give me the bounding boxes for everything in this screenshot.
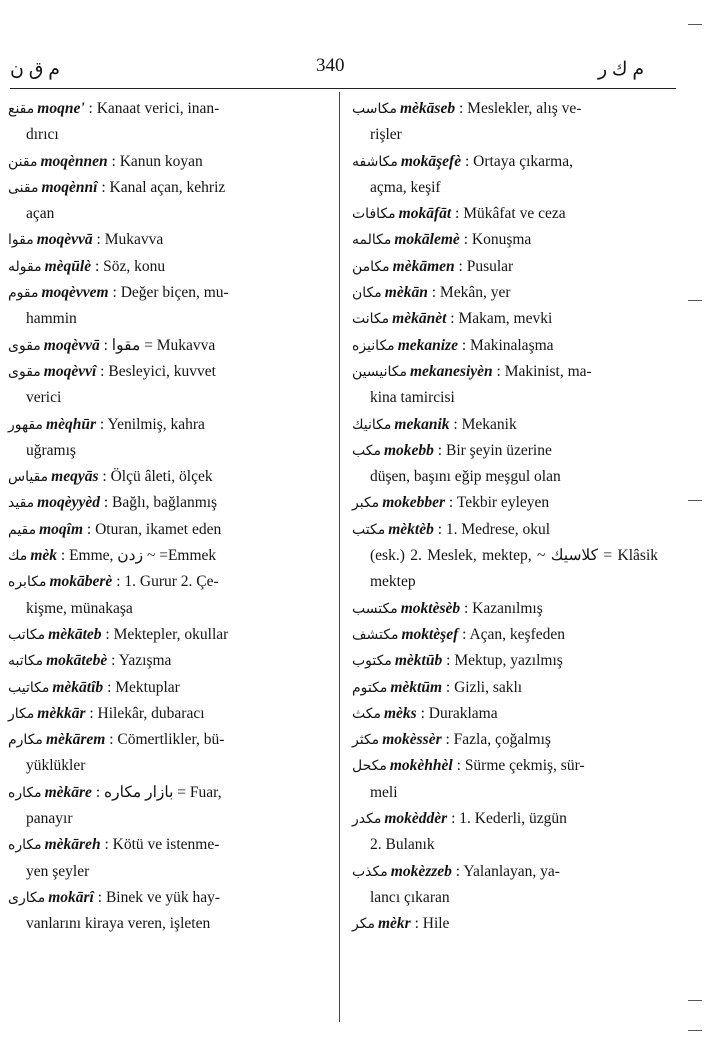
- dictionary-entry: مكثر mokèssèr : Fazla, çoğalmış: [352, 731, 551, 749]
- entry-definition: Meslekler, alış ve-: [467, 100, 582, 117]
- entry-headword: mèkān: [384, 284, 428, 302]
- entry-arabic: مكانیك: [352, 416, 392, 433]
- entry-definition: Mukavva: [104, 231, 164, 249]
- entry-headword: mèktūb: [394, 652, 443, 670]
- entry-arabic: مك: [8, 548, 28, 565]
- header-rule: [10, 88, 676, 89]
- dictionary-entry: مكتوب mèktūb : Mektup, yazılmış: [352, 652, 563, 670]
- entry-arabic: مقوم: [8, 285, 39, 302]
- entry-arabic: مكانت: [352, 311, 390, 328]
- entry-arabic: مكحل: [352, 758, 387, 775]
- entry-continuation: yen şeyler: [26, 862, 90, 880]
- entry-definition: Bağlı, bağlanmış: [112, 494, 218, 512]
- entry-arabic: مكتسب: [352, 600, 398, 617]
- entry-headword: mèkāre: [44, 783, 92, 801]
- dictionary-entry: مكالمه mokālemè : Konuşma: [352, 231, 532, 249]
- dictionary-entry: مكار mèkkār : Hilekâr, dubaracı: [8, 704, 205, 722]
- dictionary-entry: مكابره mokāberè : 1. Gurur 2. Çe- kişme, münakaşa: [8, 569, 330, 622]
- entry-arabic: مكاتبه: [8, 653, 44, 670]
- entry-arabic: مكاشفه: [352, 153, 398, 170]
- entry-continuation: kina tamircisi: [370, 389, 455, 407]
- entry-definition: بازار مكاره = Fuar,: [104, 783, 222, 801]
- entry-definition: Makinist, ma-: [504, 362, 592, 380]
- entry-headword: mekanik: [394, 415, 450, 433]
- entry-definition: مقوا = Mukavva: [111, 336, 216, 354]
- entry-headword: moqèvvem: [41, 284, 109, 302]
- dictionary-entry: مكر mèkr : Hile: [352, 915, 450, 933]
- entry-definition: Kötü ve istenme-: [112, 836, 220, 854]
- entry-definition: Tekbir eyleyen: [456, 494, 550, 512]
- entry-continuation: (esk.) 2. Meslek, mektep, ~ كلاسیك = Klâsik mektep: [370, 547, 658, 591]
- dictionary-entry: مقیاس meqyās : Ölçü âleti, ölçek: [8, 468, 213, 486]
- entry-continuation: verici: [26, 389, 62, 407]
- dictionary-entry: مقوا moqèvvā : Mukavva: [8, 231, 164, 249]
- entry-arabic: مكار: [8, 705, 35, 722]
- entry-headword: moqèvvî: [43, 362, 97, 380]
- entry-headword: mèktèb: [388, 520, 434, 538]
- entry-arabic: مكاری: [8, 889, 46, 906]
- entry-continuation: 2. Bulanık: [370, 836, 435, 854]
- entry-definition: Mükâfat ve ceza: [463, 205, 566, 223]
- column-divider: [339, 92, 340, 1022]
- entry-arabic: مكالمه: [352, 232, 392, 249]
- left-column: [8, 96, 330, 938]
- dictionary-entry: مكارم mèkārem : Cömertlikler, bü- yüklükler: [8, 727, 330, 780]
- dictionary-entry: مكاتیب mèkātîb : Mektuplar: [8, 678, 180, 696]
- entry-headword: mokèssèr: [382, 731, 442, 749]
- entry-arabic: مكانیسین: [352, 363, 407, 380]
- entry-headword: mokebber: [382, 494, 446, 512]
- entry-headword: mèk: [30, 547, 57, 565]
- entry-arabic: مقوی: [8, 337, 41, 354]
- entry-headword: moqèyyèd: [37, 494, 100, 512]
- entry-arabic: مقنع: [8, 101, 35, 117]
- entry-definition: Binek ve yük hay-: [105, 888, 221, 906]
- entry-headword: mokātebè: [46, 652, 108, 670]
- entry-definition: Emme, زدن ~ =Emmek: [69, 547, 217, 565]
- header-left-letters: م ق ن: [10, 59, 60, 80]
- entry-headword: mèkkār: [37, 704, 86, 722]
- entry-continuation: uğramış: [26, 441, 76, 459]
- entry-definition: Cömertlikler, bü-: [117, 731, 225, 749]
- dictionary-entry: مكتب mèktèb : 1. Medrese, okul (esk.) 2. Meslek, mektep, ~ كلاسیك = Klâsik mektep: [352, 517, 658, 596]
- entry-headword: mèkāreh: [44, 836, 101, 854]
- entry-arabic: مكانیزه: [352, 337, 395, 354]
- entry-arabic: مكر: [352, 916, 375, 933]
- dictionary-entry: مقیم moqîm : Oturan, ikamet eden: [8, 520, 222, 538]
- dictionary-entry: مكاره mèkāre : بازار مكاره = Fuar, panayır: [8, 780, 330, 833]
- dictionary-entry: مكانت mèkānèt : Makam, mevki: [352, 310, 553, 328]
- dictionary-entry: مكذب mokèzzeb : Yalanlayan, ya- lancı çıkaran: [352, 859, 658, 912]
- dictionary-entry: مكاسب mèkāseb : Meslekler, alış ve- rişler: [352, 96, 658, 149]
- entry-definition: Oturan, ikamet eden: [95, 520, 222, 538]
- entry-headword: moktèsèb: [400, 599, 461, 617]
- entry-headword: mèqūlè: [44, 257, 92, 275]
- entry-arabic: مكتشف: [352, 626, 399, 643]
- dictionary-entry: مقید moqèyyèd : Bağlı, bağlanmış: [8, 494, 218, 512]
- entry-definition: Fazla, çoğalmış: [453, 731, 551, 749]
- entry-headword: mèkārem: [45, 731, 106, 749]
- entry-arabic: مكبر: [352, 495, 380, 512]
- dictionary-entry: مك mèk : Emme, زدن ~ =Emmek: [8, 547, 217, 565]
- entry-definition: Hilekâr, dubaracı: [97, 704, 205, 722]
- entry-definition: Hile: [422, 915, 450, 933]
- entry-arabic: مكدر: [352, 811, 382, 828]
- entry-headword: mokārî: [48, 888, 94, 906]
- entry-definition: Kanun koyan: [119, 152, 203, 170]
- entry-continuation: vanlarını kiraya veren, işleten: [26, 915, 211, 933]
- entry-definition: 1. Medrese, okul: [445, 520, 551, 538]
- entry-definition: Gizli, saklı: [454, 678, 523, 696]
- header-right-letters: م ك ر: [598, 59, 645, 80]
- entry-definition: Sürme çekmiş, sür-: [464, 757, 585, 775]
- entry-continuation: rişler: [370, 126, 402, 144]
- entry-definition: Yenilmiş, kahra: [107, 415, 205, 433]
- entry-definition: Duraklama: [428, 704, 498, 722]
- entry-headword: mèkr: [377, 915, 411, 933]
- entry-definition: Makinalaşma: [470, 336, 554, 354]
- entry-arabic: مقیاس: [8, 469, 49, 486]
- entry-headword: mèkānèt: [392, 310, 447, 328]
- entry-definition: Mekanik: [461, 415, 517, 433]
- entry-continuation: açan: [26, 205, 55, 223]
- dictionary-entry: مكاری mokārî : Binek ve yük hay- vanlarını kiraya veren, işleten: [8, 885, 330, 938]
- entry-definition: Bir şeyin üzerine: [445, 441, 552, 459]
- entry-headword: mokèddèr: [384, 810, 448, 828]
- dictionary-entry: مكاره mèkāreh : Kötü ve istenme- yen şeyler: [8, 832, 330, 885]
- dictionary-entry: مكانیزه mekanize : Makinalaşma: [352, 336, 554, 354]
- entry-arabic: مقوله: [8, 258, 42, 275]
- entry-headword: mèkāteb: [48, 625, 102, 643]
- entry-arabic: مقهور: [8, 416, 44, 433]
- entry-definition: Ortaya çıkarma,: [473, 152, 573, 170]
- entry-headword: moqèvvā: [36, 231, 93, 249]
- entry-definition: Kanaat verici, inan-: [96, 100, 220, 117]
- entry-headword: mèkāseb: [399, 100, 456, 117]
- entry-definition: Mektuplar: [115, 678, 180, 696]
- dictionary-entry: مقوم moqèvvem : Değer biçen, mu- hammin: [8, 280, 330, 333]
- entry-definition: Yazışma: [118, 652, 172, 670]
- dictionary-entry: مقنع moqne' : Kanaat verici, inan- dırıcı: [8, 96, 330, 149]
- dictionary-entry: مقنی moqènnî : Kanal açan, kehriz açan: [8, 175, 330, 228]
- entry-headword: mèks: [383, 704, 417, 722]
- entry-arabic: مقوی: [8, 363, 41, 380]
- dictionary-entry: مكبر mokebber : Tekbir eyleyen: [352, 494, 550, 512]
- entry-definition: Yalanlayan, ya-: [463, 862, 560, 880]
- entry-headword: moqne': [37, 100, 85, 117]
- entry-arabic: مكث: [352, 705, 381, 722]
- entry-arabic: مقنی: [8, 179, 39, 196]
- entry-arabic: مقوا: [8, 232, 34, 249]
- entry-definition: Ölçü âleti, ölçek: [110, 468, 213, 486]
- dictionary-entry: مقوی moqèvvî : Besleyici, kuvvet verici: [8, 359, 330, 412]
- entry-arabic: مكافات: [352, 206, 396, 223]
- entry-definition: Değer biçen, mu-: [120, 284, 229, 302]
- entry-arabic: مقیم: [8, 521, 37, 538]
- dictionary-entry: مقوی moqèvvā : مقوا = Mukavva: [8, 336, 216, 354]
- entry-arabic: مكاتیب: [8, 679, 50, 696]
- entry-headword: moktèşef: [401, 625, 459, 643]
- dictionary-entry: مكاتب mèkāteb : Mektepler, okullar: [8, 625, 229, 643]
- entry-arabic: مكابره: [8, 574, 47, 591]
- entry-arabic: مكاتب: [8, 626, 46, 643]
- entry-continuation: yüklükler: [26, 757, 86, 775]
- dictionary-entry: مكتسب moktèsèb : Kazanılmış: [352, 599, 543, 617]
- dictionary-entry: مكانیسین mekanesiyèn : Makinist, ma- kina tamircisi: [352, 359, 658, 412]
- entry-definition: Makam, mevki: [458, 310, 553, 328]
- entry-arabic: مكاسب: [352, 101, 397, 117]
- entry-continuation: dırıcı: [26, 126, 59, 144]
- entry-arabic: مكامن: [352, 258, 390, 275]
- entry-headword: moqîm: [39, 520, 84, 538]
- entry-arabic: مكاره: [8, 784, 42, 801]
- dictionary-entry: مكامن mèkāmen : Pusular: [352, 257, 514, 275]
- dictionary-entry: مكب mokebb : Bir şeyin üzerine düşen, başını eğip meşgul olan: [352, 438, 658, 491]
- entry-definition: Konuşma: [471, 231, 532, 249]
- entry-arabic: مقنن: [8, 153, 38, 170]
- entry-definition: Mektup, yazılmış: [454, 652, 563, 670]
- entry-headword: moqènnî: [41, 178, 98, 196]
- dictionary-entry: مكافات mokāfāt : Mükâfat ve ceza: [352, 205, 566, 223]
- dictionary-entry: مكحل mokèhhèl : Sürme çekmiş, sür- meli: [352, 753, 658, 806]
- entry-arabic: مكتوم: [352, 679, 388, 696]
- dictionary-entry: مكاشفه mokāşefè : Ortaya çıkarma, açma, keşif: [352, 149, 658, 202]
- dictionary-entry: مكتشف moktèşef : Açan, keşfeden: [352, 625, 566, 643]
- entry-headword: mèktūm: [390, 678, 443, 696]
- entry-continuation: panayır: [26, 810, 73, 828]
- entry-headword: mèkāmen: [392, 257, 455, 275]
- entry-continuation: hammin: [26, 310, 77, 328]
- entry-definition: Mektepler, okullar: [113, 625, 229, 643]
- entry-continuation: meli: [370, 783, 398, 801]
- entry-headword: mèkātîb: [52, 678, 104, 696]
- entry-headword: mèqhūr: [46, 415, 96, 433]
- dictionary-entry: مكان mèkān : Mekân, yer: [352, 284, 511, 302]
- entry-arabic: مكتب: [352, 521, 386, 538]
- dictionary-entry: مقنن moqènnen : Kanun koyan: [8, 152, 203, 170]
- entry-continuation: düşen, başını eğip meşgul olan: [370, 468, 561, 486]
- entry-arabic: مكب: [352, 442, 381, 459]
- entry-arabic: مكذب: [352, 863, 388, 880]
- entry-headword: mekanesiyèn: [410, 362, 493, 380]
- entry-headword: mokālemè: [394, 231, 460, 249]
- entry-headword: mokāşefè: [400, 152, 462, 170]
- dictionary-entry: مكتوم mèktūm : Gizli, saklı: [352, 678, 523, 696]
- dictionary-entry: مكث mèks : Duraklama: [352, 704, 498, 722]
- entry-definition: Kazanılmış: [472, 599, 543, 617]
- entry-definition: Mekân, yer: [439, 284, 511, 302]
- entry-definition: Açan, keşfeden: [469, 625, 566, 643]
- dictionary-entry: مكاتبه mokātebè : Yazışma: [8, 652, 172, 670]
- entry-headword: mokèzzeb: [390, 862, 452, 880]
- page-edge-marks: [688, 0, 704, 1058]
- entry-continuation: kişme, münakaşa: [26, 599, 133, 617]
- entry-headword: meqyās: [51, 468, 99, 486]
- entry-continuation: lancı çıkaran: [370, 888, 450, 906]
- entry-definition: Pusular: [466, 257, 514, 275]
- right-column: [352, 96, 658, 938]
- entry-headword: moqèvvā: [43, 336, 100, 354]
- entry-arabic: مكان: [352, 285, 382, 302]
- dictionary-entry: مقوله mèqūlè : Söz, konu: [8, 257, 166, 275]
- entry-headword: mokāfāt: [398, 205, 452, 223]
- entry-headword: moqènnen: [40, 152, 108, 170]
- entry-arabic: مكاره: [8, 837, 42, 854]
- entry-definition: 1. Gurur 2. Çe-: [124, 573, 219, 591]
- entry-headword: mekanize: [397, 336, 458, 354]
- page-number: 340: [316, 55, 345, 76]
- entry-definition: 1. Kederli, üzgün: [459, 810, 567, 828]
- entry-definition: Kanal açan, kehriz: [109, 178, 226, 196]
- entry-headword: mokèhhèl: [389, 757, 453, 775]
- entry-arabic: مقید: [8, 495, 35, 512]
- entry-headword: mokāberè: [49, 573, 113, 591]
- entry-continuation: açma, keşif: [370, 178, 441, 196]
- entry-definition: Besleyici, kuvvet: [108, 362, 216, 380]
- entry-headword: mokebb: [383, 441, 434, 459]
- entry-definition: Söz, konu: [103, 257, 166, 275]
- dictionary-entry: مكدر mokèddèr : 1. Kederli, üzgün 2. Bulanık: [352, 806, 658, 859]
- entry-arabic: مكتوب: [352, 653, 392, 670]
- entry-arabic: مكثر: [352, 732, 380, 749]
- dictionary-entry: مكانیك mekanik : Mekanik: [352, 415, 517, 433]
- entry-arabic: مكارم: [8, 732, 43, 749]
- dictionary-entry: مقهور mèqhūr : Yenilmiş, kahra uğramış: [8, 412, 330, 465]
